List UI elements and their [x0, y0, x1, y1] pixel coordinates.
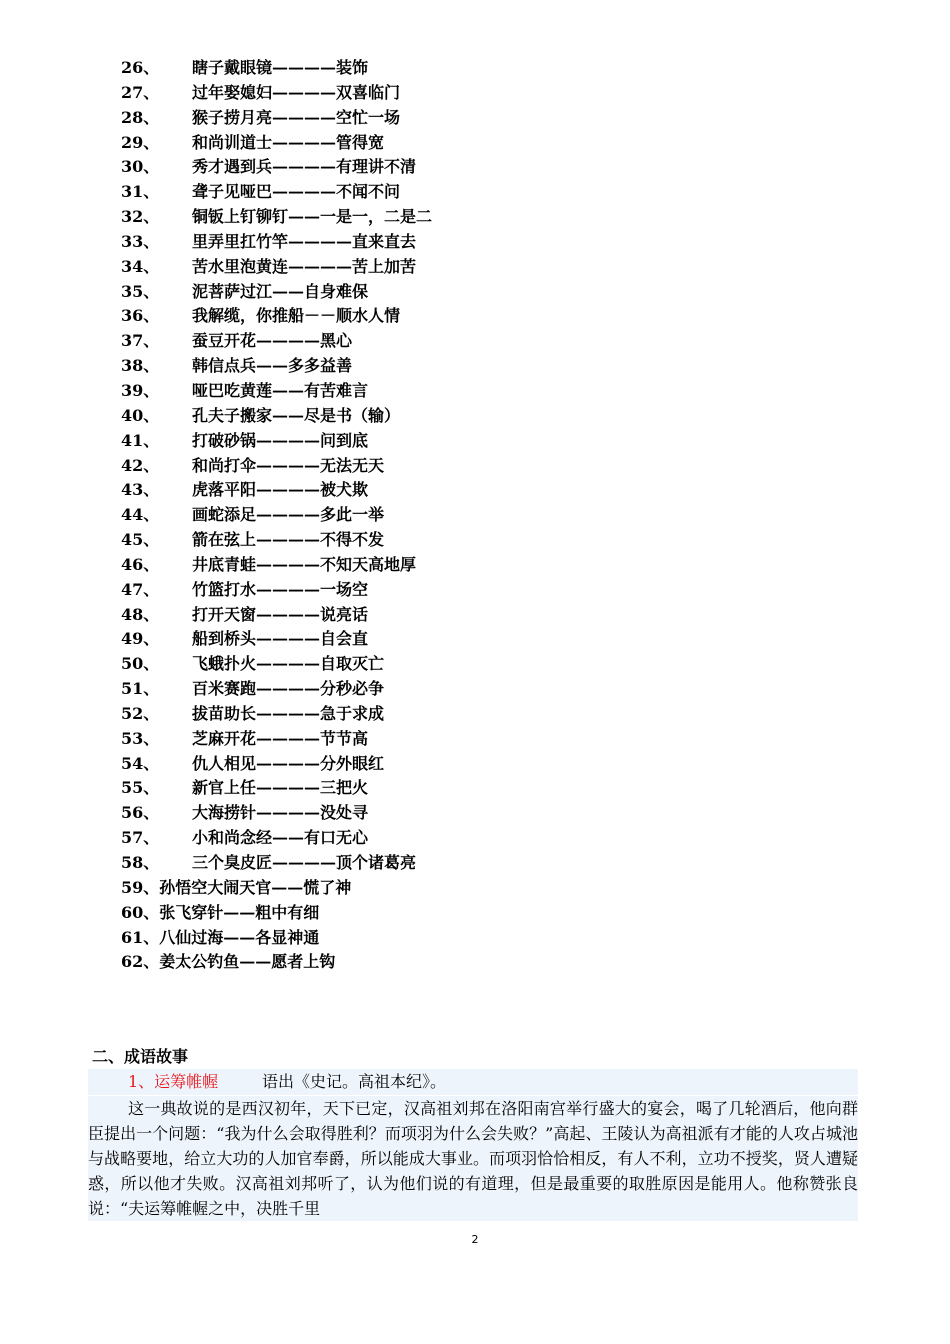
item-text: 画蛇添足————多此一举	[192, 505, 385, 525]
item-text: 聋子见哑巴————不闻不问	[192, 182, 401, 202]
story-body: 这一典故说的是西汉初年，天下已定，汉高祖刘邦在洛阳南宫举行盛大的宴会，喝了几轮酒后，他向群臣提出一个问题：“我为什么会取得胜利？而项羽为什么会失败？”高起、王陵认为高祖派有才能的人攻占城池与战略要地，给立大功的人加官奉爵，所以能成大事业。而项羽恰恰相反，有人不利，立功不授奖，贤人遭疑惑，所以他才失败。汉高祖刘邦听了，认为他们说的有道理，但是最重要的取胜原因是能用人。他称赞张良说：“夫运筹帷幄之中，决胜千里	[88, 1096, 858, 1221]
item-text: 哑巴吃黄莲——有苦难言	[192, 380, 369, 400]
section-title: 二、成语故事	[92, 1047, 189, 1066]
item-number: 52、	[121, 703, 160, 723]
item-text: 芝麻开花————节节高	[192, 728, 369, 748]
item-number: 45、	[121, 530, 160, 550]
list-item	[121, 702, 385, 727]
item-text: 新官上任————三把火	[192, 778, 369, 798]
item-text: 苦水里泡黄连————苦上加苦	[192, 256, 417, 276]
list-item	[121, 528, 385, 553]
item-text: 过年娶媳妇————双喜临门	[192, 82, 401, 102]
item-text: 船到桥头————自会直	[192, 629, 369, 649]
list-item	[121, 503, 385, 528]
list-item	[121, 56, 369, 81]
item-number: 42、	[121, 455, 160, 475]
list-item	[121, 776, 369, 801]
item-number: 60、	[121, 902, 160, 922]
item-number: 36、	[121, 306, 160, 326]
item-number: 31、	[121, 182, 160, 202]
item-number: 49、	[121, 629, 160, 649]
item-number: 57、	[121, 828, 160, 848]
list-item	[121, 106, 401, 131]
item-text: 小和尚念经——有口无心	[192, 828, 369, 848]
item-number: 51、	[121, 679, 160, 699]
list-item	[121, 901, 351, 926]
item-text: 打开天窗————说亮话	[192, 604, 369, 624]
item-number: 56、	[121, 803, 160, 823]
item-number: 61、	[121, 927, 160, 947]
item-number: 54、	[121, 753, 160, 773]
item-number: 33、	[121, 231, 160, 251]
item-text: 韩信点兵——多多益善	[192, 356, 353, 376]
list-item	[121, 304, 401, 329]
list-item	[121, 752, 385, 777]
item-text: 瞎子戴眼镜————装饰	[192, 58, 369, 77]
list-item	[121, 553, 417, 578]
list-item	[121, 652, 385, 677]
item-text: 虎落平阳————被犬欺	[192, 480, 369, 500]
list-item	[121, 255, 417, 280]
list-item	[121, 155, 417, 180]
list-item	[121, 280, 369, 305]
item-number: 26、	[121, 58, 160, 77]
item-text: 孙悟空大闹天官——慌了神	[159, 877, 352, 897]
item-number: 41、	[121, 430, 160, 450]
item-number: 43、	[121, 480, 160, 500]
list-item	[121, 230, 417, 255]
item-text: 仇人相见————分外眼红	[192, 753, 385, 773]
item-text: 和尚训道士————管得宽	[192, 132, 385, 152]
item-text: 竹篮打水————一场空	[192, 579, 369, 599]
item-text: 孔夫子搬家——尽是书（输）	[192, 405, 401, 425]
list-item	[121, 429, 369, 454]
list-item	[121, 404, 401, 429]
list-item	[121, 379, 369, 404]
list-item	[121, 801, 369, 826]
xiehouyu-list	[121, 56, 433, 975]
list-item	[121, 876, 351, 901]
item-text: 泥菩萨过江——自身难保	[192, 281, 369, 301]
list-item	[121, 354, 351, 379]
item-number: 34、	[121, 256, 160, 276]
item-number: 59、	[121, 877, 160, 897]
item-text: 箭在弦上————不得不发	[192, 530, 385, 550]
list-item	[121, 627, 369, 652]
item-number: 50、	[121, 654, 160, 674]
list-item	[121, 826, 369, 851]
list-item	[121, 578, 369, 603]
item-text: 拔苗助长————急于求成	[192, 703, 385, 723]
item-number: 40、	[121, 405, 160, 425]
item-text: 猴子捞月亮————空忙一场	[192, 107, 401, 127]
story-source: 语出《史记。高祖本纪》。	[262, 1072, 447, 1091]
item-number: 58、	[121, 853, 160, 872]
list-item	[121, 950, 351, 975]
item-number: 44、	[121, 505, 160, 525]
item-text: 打破砂锅————问到底	[192, 430, 369, 450]
item-text: 铜钣上钉铆钉——一是一，二是二	[192, 207, 433, 227]
page-number: 2	[471, 1233, 479, 1246]
list-item	[121, 329, 351, 354]
item-number: 28、	[121, 107, 160, 127]
item-number: 55、	[121, 778, 160, 798]
item-text: 井底青蛙————不知天高地厚	[192, 554, 417, 574]
item-number: 37、	[121, 331, 160, 351]
list-item	[121, 205, 433, 230]
list-item	[121, 603, 369, 628]
list-item	[121, 180, 401, 205]
item-number: 32、	[121, 207, 160, 227]
item-number: 35、	[121, 281, 160, 301]
list-item	[121, 478, 369, 503]
item-text: 百米赛跑————分秒必争	[192, 679, 385, 699]
story-heading	[88, 1069, 858, 1095]
list-item	[121, 131, 385, 156]
item-text: 我解缆，你推船－－顺水人情	[192, 306, 401, 326]
item-text: 和尚打伞————无法无天	[192, 455, 385, 475]
story-title: 1、运筹帷幄	[128, 1072, 219, 1091]
item-number: 48、	[121, 604, 160, 624]
list-item	[121, 454, 385, 479]
item-number: 29、	[121, 132, 160, 152]
item-number: 62、	[121, 952, 160, 972]
item-number: 46、	[121, 554, 160, 574]
item-text: 里弄里扛竹竿————直来直去	[192, 231, 417, 251]
item-text: 八仙过海——各显神通	[159, 927, 320, 947]
item-number: 53、	[121, 728, 160, 748]
item-text: 秀才遇到兵————有理讲不清	[192, 157, 417, 177]
list-item	[121, 851, 417, 876]
item-text: 张飞穿针——粗中有细	[159, 902, 320, 922]
item-number: 27、	[121, 82, 160, 102]
item-text: 大海捞针————没处寻	[192, 803, 369, 823]
item-text: 三个臭皮匠————顶个诸葛亮	[192, 853, 417, 872]
item-text: 飞蛾扑火————自取灭亡	[192, 654, 385, 674]
item-number: 39、	[121, 380, 160, 400]
item-number: 47、	[121, 579, 160, 599]
item-text: 蚕豆开花————黑心	[192, 331, 353, 351]
list-item	[121, 727, 369, 752]
list-item	[121, 926, 351, 951]
item-text: 姜太公钓鱼——愿者上钩	[159, 952, 336, 972]
item-number: 30、	[121, 157, 160, 177]
list-item	[121, 81, 401, 106]
item-number: 38、	[121, 356, 160, 376]
list-item	[121, 677, 385, 702]
